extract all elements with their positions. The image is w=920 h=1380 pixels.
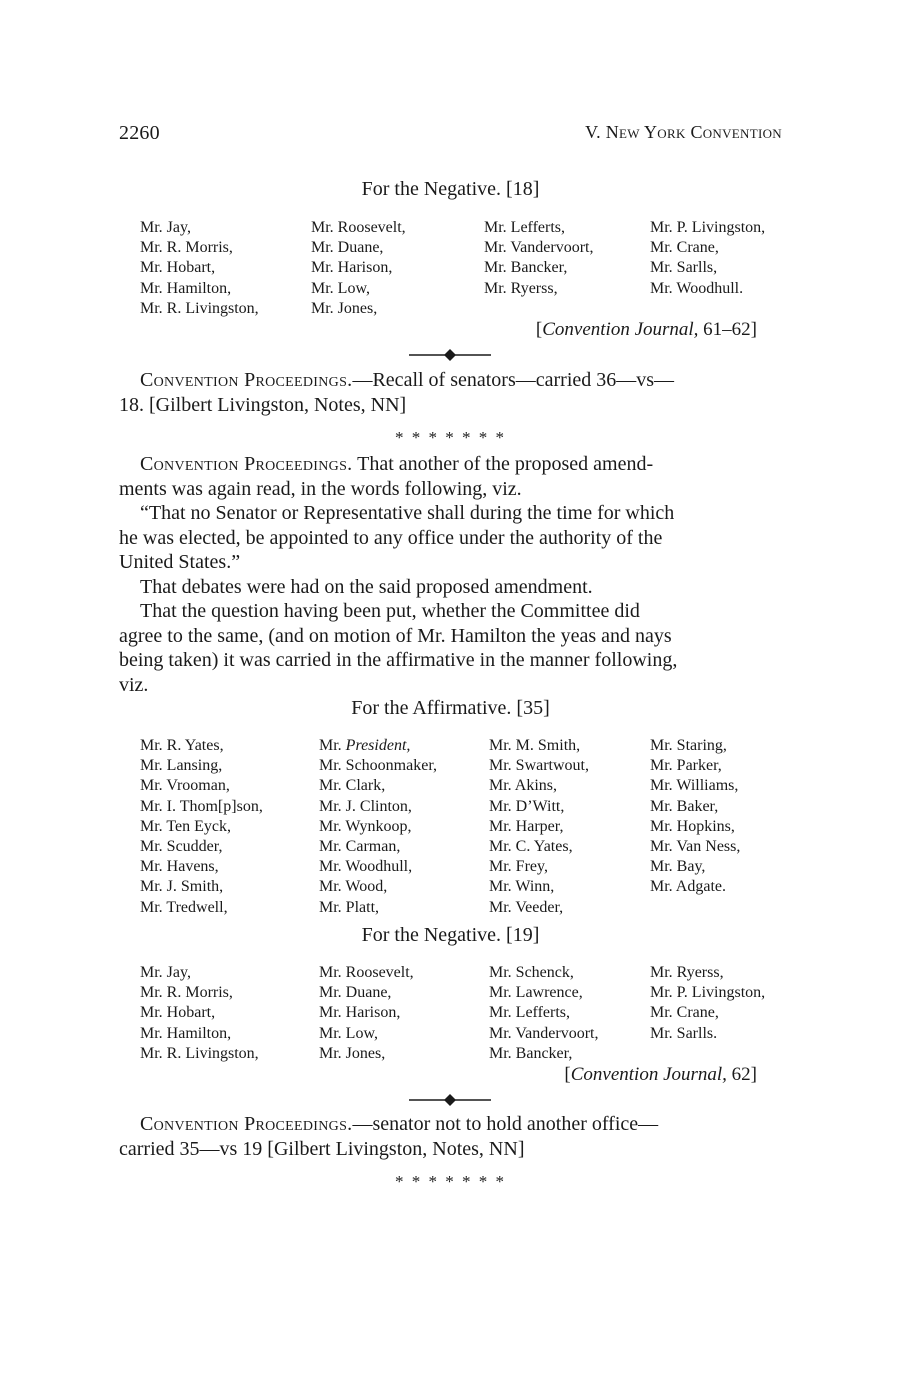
voter-name: Mr. M. Smith, xyxy=(489,737,581,754)
voter-name: Mr. Vandervoort, xyxy=(484,239,594,257)
negative-vote-title-1: For the Negative. [18] xyxy=(361,178,540,200)
proceedings-paragraph-2: Convention Proceedings. That another of the proposed amend- ments was again read, in the words following, viz. “That no Senator or Representative shall during the time for which he was elected, be appointed to any office under the authority of the United States.” That debates were had on the said proposed amendment. That the question having been put, whether the Committee did agree to the same, (and on motion of Mr. Hamilton the yeas and nays being taken) it was carried in the affirmative in the manner following, viz. xyxy=(119,453,678,696)
name-column xyxy=(489,736,589,918)
voter-name: Mr. Winn, xyxy=(489,878,555,896)
voter-name: Mr. Vandervoort, xyxy=(489,1024,599,1042)
name-column xyxy=(650,963,765,1044)
voter-name: Mr. Baker, xyxy=(650,797,719,815)
voter-name: Mr. Hobart, xyxy=(140,259,216,277)
voter-name: Mr. Veeder, xyxy=(489,898,564,916)
voter-name: Mr. Jones, xyxy=(319,1044,386,1062)
voter-name: Mr. R. Yates, xyxy=(140,737,224,754)
voter-name: Mr. Low, xyxy=(319,1024,378,1042)
proceedings-paragraph-1: Convention Proceedings.—Recall of senators—carried 36—vs— 18. [Gilbert Livingston, Notes, NN] xyxy=(119,369,675,416)
section-break-asterisks: * * * * * * * xyxy=(395,1172,506,1191)
voter-name: Mr. Hobart, xyxy=(140,1004,216,1022)
citation-2: [Convention Journal, 62] xyxy=(564,1064,757,1085)
voter-name: Mr. Harper, xyxy=(489,817,564,835)
voter-name: Mr. Clark, xyxy=(319,777,386,795)
running-head: V. New York Convention xyxy=(585,122,782,142)
voter-name: Mr. Platt, xyxy=(319,898,380,916)
voter-name: Mr. Tredwell, xyxy=(140,898,228,916)
voter-name: Mr. Jones, xyxy=(311,299,378,317)
voter-name: Mr. Sarlls, xyxy=(650,259,718,277)
voter-name: Mr. Hopkins, xyxy=(650,817,735,835)
section-divider-ornament xyxy=(409,348,491,362)
proceedings-label: Convention Proceedings. xyxy=(140,1113,353,1135)
voter-name: Mr. Harison, xyxy=(319,1004,401,1022)
voter-name: Mr. Jay, xyxy=(140,219,191,236)
voter-name: Mr. Staring, xyxy=(650,737,727,754)
section-divider-ornament xyxy=(409,1093,491,1107)
voter-name: Mr. Swartwout, xyxy=(489,757,589,775)
voter-name: Mr. R. Morris, xyxy=(140,239,233,257)
citation-source: Convention Journal, xyxy=(542,319,699,340)
voter-name: Mr. Schenck, xyxy=(489,964,574,981)
voter-name: Mr. Duane, xyxy=(311,239,384,257)
voter-name: Mr. Adgate. xyxy=(650,878,726,896)
voter-name: Mr. Jay, xyxy=(140,964,191,981)
page-number: 2260 xyxy=(119,122,160,144)
president-title: President, xyxy=(345,737,411,754)
voter-name: Mr. Lefferts, xyxy=(484,219,566,236)
name-column xyxy=(484,218,593,299)
voter-name: Mr. I. Thom[p]son, xyxy=(140,797,263,815)
voter-name: Mr. R. Morris, xyxy=(140,984,233,1002)
voter-name: Mr. C. Yates, xyxy=(489,838,573,856)
voter-name: Mr. Parker, xyxy=(650,757,722,775)
voter-name: Mr. Roosevelt, xyxy=(319,964,414,981)
affirmative-vote-title: For the Affirmative. [35] xyxy=(351,697,550,719)
voter-name: Mr. R. Livingston, xyxy=(140,1044,259,1062)
voter-name: Mr. Lawrence, xyxy=(489,984,583,1002)
name-column xyxy=(650,736,740,898)
voter-name: Mr. Wood, xyxy=(319,878,388,896)
section-break-asterisks: * * * * * * * xyxy=(395,428,506,447)
voter-name: Mr. R. Livingston, xyxy=(140,299,259,317)
name-column xyxy=(140,736,263,918)
name-column xyxy=(319,736,437,918)
proceedings-label: Convention Proceedings. xyxy=(140,453,353,475)
voter-name: Mr. Williams, xyxy=(650,777,739,795)
voter-name: Mr. Roosevelt, xyxy=(311,219,406,236)
voter-name: Mr. D’Witt, xyxy=(489,797,565,815)
voter-name: Mr. Bay, xyxy=(650,858,706,876)
voter-name: Mr. Sarlls. xyxy=(650,1024,718,1042)
negative-vote-title-2: For the Negative. [19] xyxy=(361,924,540,946)
citation-source: Convention Journal, xyxy=(570,1064,727,1085)
voter-name: Mr. Van Ness, xyxy=(650,838,741,856)
name-column xyxy=(140,963,259,1064)
voter-name: Mr. Ten Eyck, xyxy=(140,817,232,835)
voter-name: Mr. Schoonmaker, xyxy=(319,757,438,775)
voter-name: Mr. J. Clinton, xyxy=(319,797,412,815)
voter-name: Mr. Hamilton, xyxy=(140,279,232,297)
voter-name: Mr. Vrooman, xyxy=(140,777,230,795)
citation-1: [Convention Journal, 61–62] xyxy=(535,319,757,340)
name-column xyxy=(319,963,414,1064)
voter-name: Mr. Lefferts, xyxy=(489,1004,571,1022)
page-header xyxy=(119,122,782,150)
voter-name-president: Mr. President, xyxy=(319,737,411,754)
voter-name: Mr. Frey, xyxy=(489,858,548,876)
voter-name: Mr. Low, xyxy=(311,279,370,297)
voter-name: Mr. Wynkoop, xyxy=(319,817,412,835)
name-column xyxy=(650,218,765,299)
proceedings-label: Convention Proceedings. xyxy=(140,369,353,391)
voter-name: Mr. Woodhull. xyxy=(650,279,744,297)
negative-vote-list-1 xyxy=(140,218,800,320)
voter-name: Mr. Akins, xyxy=(489,777,558,795)
voter-name: Mr. Bancker, xyxy=(489,1044,573,1062)
voter-name: Mr. Crane, xyxy=(650,1004,719,1022)
voter-name: Mr. Crane, xyxy=(650,239,719,257)
voter-name: Mr. Hamilton, xyxy=(140,1024,232,1042)
voter-name: Mr. Havens, xyxy=(140,858,219,876)
voter-name: Mr. Bancker, xyxy=(484,259,568,277)
affirmative-vote-list xyxy=(140,736,800,920)
voter-name: Mr. Ryerss, xyxy=(484,279,558,297)
voter-name: Mr. Lansing, xyxy=(140,757,223,775)
voter-name: Mr. Woodhull, xyxy=(319,858,413,876)
voter-name: Mr. P. Livingston, xyxy=(650,984,766,1002)
name-column xyxy=(311,218,406,319)
voter-name: Mr. P. Livingston, xyxy=(650,219,766,236)
name-column xyxy=(140,218,259,319)
proceedings-paragraph-3: Convention Proceedings.—senator not to hold another office— carried 35—vs 19 [Gilbert Livingston, Notes, NN] xyxy=(119,1113,659,1160)
voter-name: Mr. J. Smith, xyxy=(140,878,224,896)
negative-vote-list-2 xyxy=(140,963,800,1065)
voter-name: Mr. Carman, xyxy=(319,838,401,856)
voter-name: Mr. Harison, xyxy=(311,259,393,277)
voter-name: Mr. Duane, xyxy=(319,984,392,1002)
voter-name: Mr. Ryerss, xyxy=(650,964,724,981)
name-column xyxy=(489,963,598,1064)
voter-name: Mr. Scudder, xyxy=(140,838,223,856)
